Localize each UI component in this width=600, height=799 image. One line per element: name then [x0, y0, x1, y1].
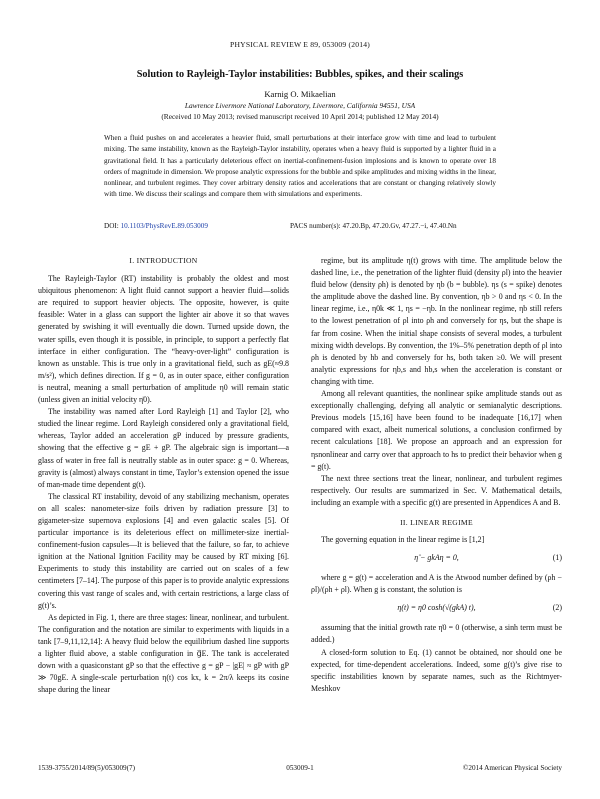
footer-copyright: ©2014 American Physical Society — [462, 764, 562, 772]
footer-page-number: 053009-1 — [286, 764, 314, 772]
pacs-numbers: PACS number(s): 47.20.Bp, 47.20.Gv, 47.27.−i, 47.40.Nn — [290, 222, 457, 230]
linear-paragraph-4: A closed-form solution to Eq. (1) cannot be obtained, nor should one be expected, for time-dependent accelerations. Indeed, some g(t)’s give rise to specific instabilities known by separate names, such as the Richtmyer-Meshkov — [311, 647, 562, 693]
intro-paragraph-3: The classical RT instability, devoid of any stabilizing mechanism, operates on all scales: nanometer-size foils driven by radiation pressure [3] to gigameter-size supernova explosions [4] and even galactic scales [5]. Of particular importance is its deleterious effect on millimeter-size inertial-confinement-fusion capsules—It is believed that the failure, so far, to achieve ignition at the National Ignition Facility may be caused by RT mixing [6]. Experiments to study this instability are carried out on scales of a few centimeters [7–14]. The purpose of this paper is to provide analytic expressions covering this vast range of scales and, with certain restrictions, a large class of g(t)’s. — [38, 491, 289, 610]
doi-label: DOI: — [104, 222, 119, 230]
doi-link[interactable]: 10.1103/PhysRevE.89.053009 — [120, 222, 208, 230]
linear-paragraph-1: The governing equation in the linear regime is [1,2] — [321, 535, 485, 545]
intro-paragraph-5: regime, but its amplitude η(t) grows with time. The amplitude below the dashed line, i.e., the penetration of the lighter fluid (density ρl) into the heavier fluid below (density ρh) is denoted by ηb (b = bubble). ηs (s = spike) denotes the amplitude above the dashed line. By convention, ηb > 0 and ηs < 0. In the linear regime, i.e., η0k ≪ 1, ηs = −ηb. In the nonlinear regime, ηb still refers to the lowest penetration of ρl into ρh and conversely for ηs, but the shape is far from cosine. When the initial shape consists of several modes, a turbulent mixing width develops. By convention, the 1%–5% penetration depth of ρl into ρh is denoted by hb and conversely for hs, both taken ≥0. We will present analytic expressions for ηb,s and hb,s when the acceleration is constant or changing with time. — [311, 256, 562, 386]
author-affiliation: Lawrence Livermore National Laboratory, Livermore, California 94551, USA — [184, 101, 416, 110]
doi-pacs-line — [104, 222, 496, 230]
abstract: When a fluid pushes on and accelerates a heavier fluid, small perturbations at their interface grow with time and lead to turbulent mixing. The same instability, known as the Rayleigh-Taylor instability, operates when a heavy fluid is supported by a lighter fluid in a gravitational field. It has a particularly deleterious effect on inertial-confinement-fusion implosions and is known to operate over 18 orders of magnitude in dimension. We propose analytic expressions for the bubble and spike amplitudes and mixing widths in the linear, nonlinear, and turbulent regimes. They cover arbitrary density ratios and accelerations that are constant or changing relatively slowly with time. We discuss their scalings and compare them with simulations and experiments. — [104, 134, 496, 199]
intro-paragraph-4: As depicted in Fig. 1, there are three stages: linear, nonlinear, and turbulent. The configuration and the notation are similar to experiments with liquids in a tank [7–9,11,12,14]: A heavy fluid below the equilibrium dashed line supports a lighter fluid above, a stable configuration in g⃗E. The tank is accelerated down with a quasiconstant gP so that the effective g = gP − |gE| ≈ gP with gP ≫ 70gE. A single-scale perturbation η(t) cos kx, k = 2π/λ keeps its cosine shape during the linear — [38, 612, 289, 695]
intro-paragraph-7: The next three sections treat the linear, nonlinear, and turbulent regimes respectively. Our results are summarized in Sec. V. Mathematical details, including an example with a specific g(t) are presented in Appendices A and B. — [311, 473, 562, 507]
left-column — [38, 255, 289, 696]
page-footer — [38, 764, 562, 772]
article-title: Solution to Rayleigh-Taylor instabilities: Bubbles, spikes, and their scalings — [136, 69, 464, 80]
equation-1 — [311, 552, 562, 566]
footer-issn: 1539-3755/2014/89(5)/053009(7) — [38, 764, 136, 772]
equation-1-body: η̈ − gkAη = 0, — [414, 553, 459, 563]
article-author: Karnig O. Mikaelian — [264, 89, 336, 99]
publication-dates: (Received 10 May 2013; revised manuscript received 10 April 2014; published 12 May 2014) — [161, 112, 439, 121]
equation-2-number: (2) — [552, 603, 562, 613]
intro-paragraph-6: Among all relevant quantities, the nonlinear spike amplitude stands out as exceptionally challenging, defying all analytic or semianalytic descriptions. Previous models [15,16] have been found to be inadequate [16,17] when compared with exact, albeit numerical solutions, a conclusion confirmed by recent calculations [18]. We propose an approach and an expression for ηsnonlinear and carry over that approach to hs to predict their behavior when g = g(t). — [311, 389, 562, 471]
section-heading-linear-regime: II. LINEAR REGIME — [400, 517, 473, 527]
equation-2-body: η(t) = η0 cosh(√(gkA) t), — [397, 603, 476, 613]
equation-2 — [311, 602, 562, 616]
intro-paragraph-2: The instability was named after Lord Rayleigh [1] and Taylor [2], who studied the linear regime. Lord Rayleigh considered only a gravitational field, whereas, Taylor added an acceleration gP induced by pressure gradients, showing that the effective g = gE + gP. The algebraic sign is important—a glass of water in free fall is neutrally stable as in outer space: g = 0. Whereas, gravity is (almost) always constant in time, Taylor’s extension opened the issue of man-made time dependent g(t). — [38, 407, 289, 489]
linear-paragraph-2: where g = g(t) = acceleration and A is the Atwood number defined by (ρh − ρl)/(ρh + ρl). When g is constant, the solution is — [311, 573, 562, 595]
linear-paragraph-3: assuming that the initial growth rate η̇0 = 0 (otherwise, a sinh term must be added.) — [311, 623, 562, 645]
equation-1-number: (1) — [552, 553, 562, 563]
right-column — [311, 255, 562, 695]
intro-paragraph-1: The Rayleigh-Taylor (RT) instability is probably the oldest and most ubiquitous phenomenon: A light fluid cannot support a heavier fluid—solids are required to support heavier objects. The opposite, however, is quite feasible: Water in a glass can support the lighter air above it so that waves generated by swishing it will eventually die down. Turned upside down, the water spills, even though it is possible, in principle, to support a perfectly flat interface in either configuration. The “heavy-over-light” configuration is known as unstable. This is true only in a gravitational field, such as gE(≈9.8 m/s²), which defines direction. If g = 0, as in outer space, either configuration is neutral, meaning a small perturbation of amplitude η0 will remain static (unless given an initial velocity η̇0). — [38, 274, 289, 405]
journal-header: PHYSICAL REVIEW E 89, 053009 (2014) — [230, 40, 370, 49]
section-heading-introduction: I. INTRODUCTION — [129, 256, 198, 265]
